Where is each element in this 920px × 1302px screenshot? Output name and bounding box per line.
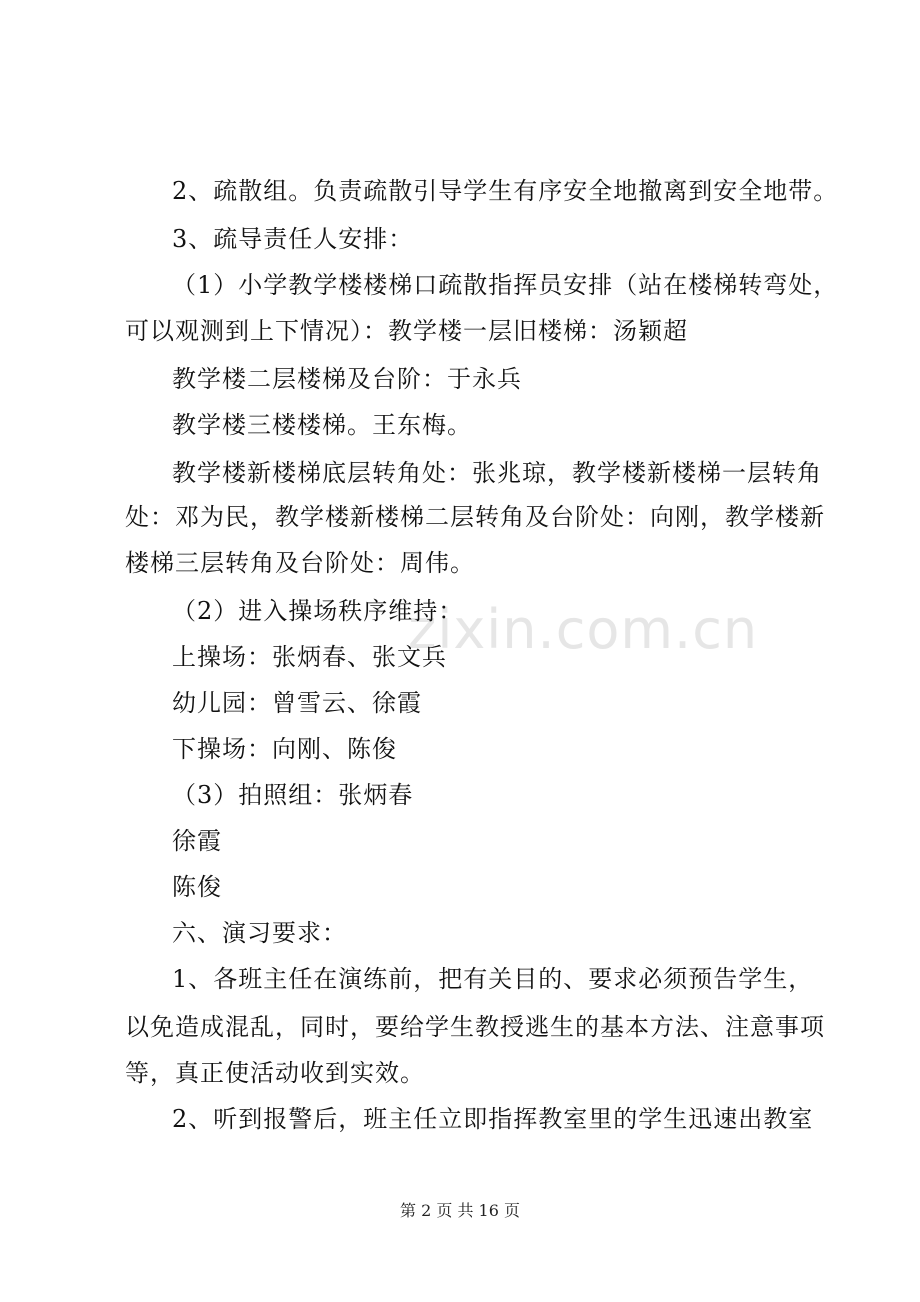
paragraph-line: 六、演习要求： [172, 919, 347, 947]
paragraph-line: 3、疏导责任人安排： [172, 225, 414, 253]
paragraph-line: 2、听到报警后，班主任立即指挥教室里的学生迅速出教室 [172, 1105, 814, 1133]
watermark: zixin.com.cn [408, 598, 759, 661]
paragraph-line: 上操场：张炳春、张文兵 [172, 643, 447, 671]
paragraph-line: （3）拍照组：张炳春 [172, 781, 414, 809]
paragraph-line: （2）进入操场秩序维持： [172, 597, 464, 625]
paragraph-line: 以免造成混乱，同时，要给学生教授逃生的基本方法、注意事项 [125, 1013, 825, 1041]
paragraph-line: 幼儿园：曾雪云、徐霞 [172, 689, 422, 717]
paragraph-line: 2、疏散组。负责疏散引导学生有序安全地撤离到安全地带。 [172, 177, 839, 205]
page-footer: 第 2 页 共 16 页 [400, 1201, 520, 1220]
paragraph-line: 陈俊 [172, 873, 222, 901]
paragraph-line: 教学楼三楼楼梯。王东梅。 [172, 411, 472, 439]
paragraph-line: 徐霞 [172, 827, 222, 855]
paragraph-line: 教学楼二层楼梯及台阶：于永兵 [172, 365, 522, 393]
paragraph-line: 教学楼新楼梯底层转角处：张兆琼，教学楼新楼梯一层转角 [172, 459, 822, 487]
paragraph-line: 可以观测到上下情况）：教学楼一层旧楼梯：汤颖超 [125, 317, 688, 345]
paragraph-line: 楼梯三层转角及台阶处：周伟。 [125, 549, 475, 577]
paragraph-line: （1）小学教学楼楼梯口疏散指挥员安排（站在楼梯转弯处， [172, 271, 839, 299]
paragraph-line: 等，真正使活动收到实效。 [125, 1059, 425, 1087]
paragraph-line: 下操场：向刚、陈俊 [172, 735, 397, 763]
paragraph-line: 处：邓为民，教学楼新楼梯二层转角及台阶处：向刚，教学楼新 [125, 503, 825, 531]
paragraph-line: 1、各班主任在演练前，把有关目的、要求必须预告学生， [172, 965, 814, 993]
